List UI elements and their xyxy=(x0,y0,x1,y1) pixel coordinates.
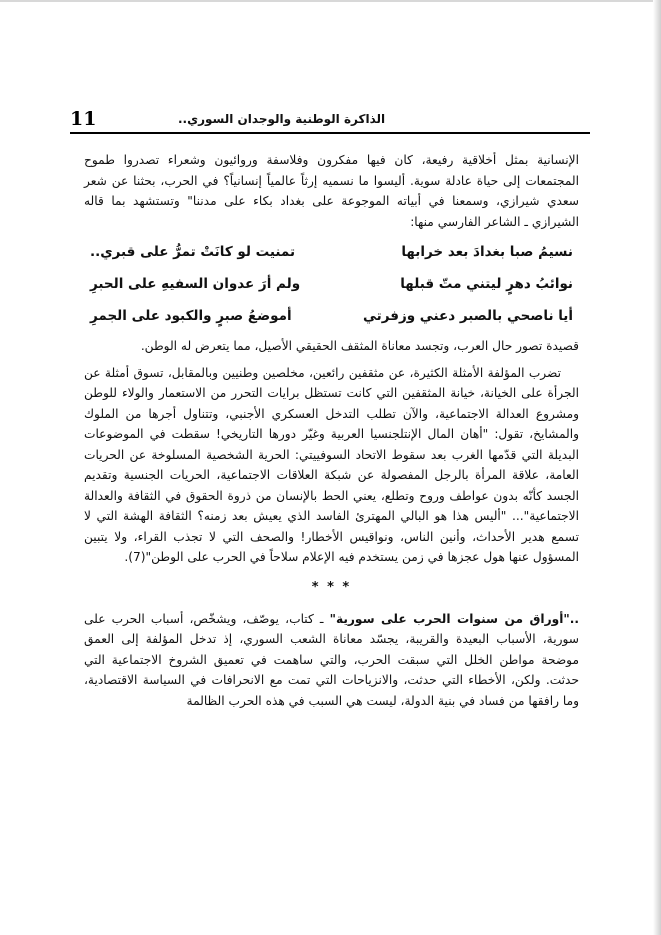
verse-line xyxy=(84,268,579,300)
book-title: .."أوراق من سنوات الحرب على سورية" xyxy=(329,611,579,626)
page-header xyxy=(70,108,590,132)
page-number: 11 xyxy=(70,108,97,130)
page-edge xyxy=(0,0,661,2)
section-separator: * * * xyxy=(311,579,352,595)
closing-paragraph-text: ـ كتاب، يوصّف، ويشخّص، أسباب الحرب على سورية، الأسباب البعيدة والقريبة، يجسّد معاناة الشعب السوري، إذ تدخل المؤلفة إلى العمق موضحة مواطن الخلل التي سبقت الحرب، والتي ساهمت في تعميق الشروخ الاجتماعية التي حدثت. ولكن، الأخطاء التي حدثت، والانزياحات التي تمت مع الانحرافات في السياسة الاقتصادية، وما رافقها من فساد في بنية الدولة، ليست هي السبب في هذه الحرب الظالمة xyxy=(84,611,579,708)
page-body xyxy=(84,150,579,711)
verse-line xyxy=(84,300,579,332)
page-edge-shadow xyxy=(653,0,661,935)
opening-paragraph: الإنسانية بمثل أخلاقية رفيعة، كان فيها مفكرون وفلاسفة وروائيون وشعراء تصدروا طموح المجتمعات إلى حياة عادلة سوية. أليسوا ما نسميه إرثاً عالمياً إنسانياً؟ في الحرب، بحثنا عن شعر سعدي شيرازي، وسمعنا في أبياته الموجوعة على بغداد بكاء على مدننا" وتستشهد بما قاله الشيرازي ـ الشاعر الفارسي منها: xyxy=(84,153,579,229)
main-paragraph: تضرب المؤلفة الأمثلة الكثيرة، عن مثقفين رائعين، مخلصين وطنيين وبالمقابل، تسوق أمثلة عن الجرأة على الخيانة، خيانة المثقفين التي كانت تستظل برايات التحرر من الاستعمار والولاء للوطن ومشروع العدالة الاجتماعية، والآن تطلب التدخل العسكري الأجنبي، وتتناول أجرها من الملوك والمشايخ، تقول: "أهان المال الإنتلجنسيا العربية وغيّر دورها التاريخي! سقطت في الموضوعات البديلة التي قدّمها الغرب بعد سقوط الاتحاد السوفييتي: الحرية الشخصية المسلوخة عن الحريات العامة، علاقة المرأة بالرجل المفصولة عن شبكة العلاقات الاجتماعية، الحريات الجنسية وتقديم الجسد كأنّه بدون عواطف وروح وتطلع، يعني الحط بالإنسان من ذروة الحقوق في الثقافة والعدالة الاجتماعية"... "أليس هذا هو البالي المهترئ الفاسد الذي يعيش بعد زمنه؟ الثقافة الهشة التي لا تسمع هدير الأحداث، وأنين الناس، ونواقيس الأخطار! والصحف التي لا تجذب القراء، ولا يتبين المسؤول عنها هول عجزها في زمن يستخدم فيه الإعلام سلاحاً في الحرب على الوطن"(7). xyxy=(84,365,579,564)
running-title: الذاكرة الوطنية والوجدان السوري.. xyxy=(178,112,386,126)
verse-first-hemistich: أيا ناصحي بالصبر دعني وزفرتي xyxy=(362,308,573,324)
closing-paragraph xyxy=(84,609,579,712)
verse-second-hemistich: تمنيت لو كانَتْ تمرُّ على قبري.. xyxy=(90,244,296,260)
verse-second-hemistich: ولم أرَ عدوان السفيهِ على الحبرِ xyxy=(90,276,301,292)
verse-line xyxy=(84,236,579,268)
verse-first-hemistich: نسيمُ صبا بغدادَ بعد خرابها xyxy=(401,244,573,260)
poem-verses xyxy=(84,236,579,332)
after-verses-paragraph: قصيدة تصور حال العرب، وتجسد معاناة المثقف الحقيقي الأصيل، مما يتعرض له الوطن. xyxy=(140,339,579,353)
verse-second-hemistich: أموضعُ صبرٍ والكبود على الجمرِ xyxy=(90,308,292,324)
header-rule xyxy=(70,132,590,134)
verse-first-hemistich: نوائبُ دهرٍ ليتني متّ قبلها xyxy=(400,276,573,292)
